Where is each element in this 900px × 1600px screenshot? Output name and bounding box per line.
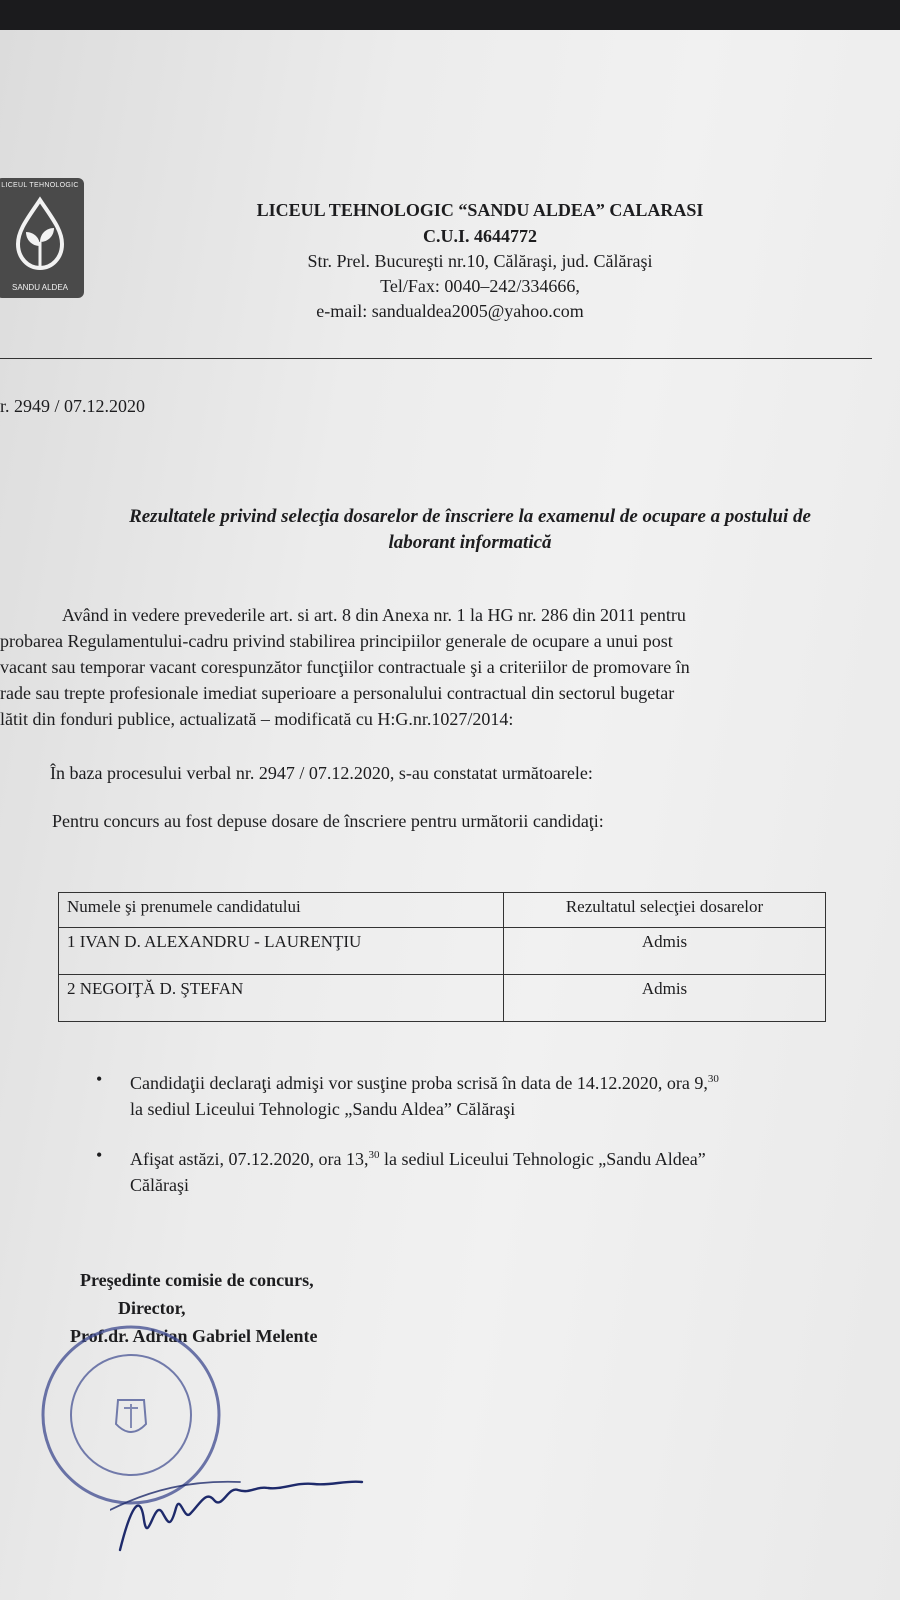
paragraph-line-4: rade sau trepte profesionale imediat superioare a personalului contractual din sectorul bugetar xyxy=(0,683,675,703)
signature-name: Prof.dr. Adrian Gabriel Melente xyxy=(70,1326,318,1346)
bullet-dot-icon: • xyxy=(96,1145,103,1165)
results-table xyxy=(58,892,826,1022)
title-line-2: laborant informatică xyxy=(388,532,552,553)
document-title xyxy=(60,504,880,556)
header-result: Rezultatul selecţiei dosarelor xyxy=(504,893,826,928)
paragraph-line-2: probarea Regulamentului-cadru privind stabilirea principiilor generale de ocupare a unui post xyxy=(0,631,673,651)
registration-number: r. 2949 / 07.12.2020 xyxy=(0,396,146,416)
cui: C.U.I. 4644772 xyxy=(422,226,537,246)
paragraph-line-1: Având in vedere prevederile art. si art. 8 din Anexa nr. 1 la HG nr. 286 din 2011 pentru xyxy=(62,605,686,625)
candidate-name: 2 NEGOIŢĂ D. ŞTEFAN xyxy=(59,975,504,1022)
logo-bottom-text: SANDU ALDEA xyxy=(11,283,69,292)
header-divider xyxy=(0,358,872,359)
selection-result: Admis xyxy=(504,928,826,975)
table-header-row xyxy=(59,893,826,928)
table-row xyxy=(59,928,826,975)
tel-fax: Tel/Fax: 0040–242/334666, xyxy=(380,276,580,296)
title-line-1: Rezultatele privind selecţia dosarelor de înscriere la examenul de ocupare a postului de xyxy=(129,506,811,527)
candidate-name: 1 IVAN D. ALEXANDRU - LAURENŢIU xyxy=(59,928,504,975)
header-candidate: Numele şi prenumele candidatului xyxy=(59,893,504,928)
document-page: LICEUL TEHNOLOGIC SANDU ALDEA LICEUL TEHNOLOGIC “SANDU ALDEA” CALARASI C.U.I. 4644772 Str. Prel. Bucureşti nr.10, Călăraşi, jud. Călăraşi Tel/Fax: 0040–242/334666, e-mail: sandualdea2005@yahoo.com r. 2949 / 07.12.2020 Rezultatele privind selecţia dosarelor de înscriere la examenul de ocupare a postului de laborant informatică Având in vedere prevederile art. si art. 8 din Anexa nr. 1 la HG nr. 286 din 2011 pentru probarea Regulamentului-cadru privind stabilirea principiilor generale de ocupare a unui post vacant sau temporar vacant corespunzător funcţiilor contractuale şi a criteriilor de promovare în rade sau trepte profesionale imediat superioare a personalului contractual din sectorul bugetar lătit din fonduri publice, actualizată – modificată cu H:G.nr.1027/2014: În baza procesului verbal nr. 2947 / 07.12.2020, s-au constatat următoarele: Pentru concurs au fost depuse dosare de înscriere pentru următorii candidaţi: Numele şi prenumele candidatului Rezultatul selecţiei dosarelor 1 IVAN D. ALEXANDRU - LAURENŢIU Admis 2 NEGOIŢĂ D. ŞTEFAN Admis • Candidaţii declaraţi admişi vor susţine proba scrisă în data de 14.12.2020, ora 9,30 la sediul Liceului Tehnologic „Sandu Aldea” Călăraşi • Afişat astăzi, 07.12.2020, ora 13,30 la sediul Liceului Tehnologic „Sandu Aldea” Călăraşi Preşedinte comisie de concurs, Director, Prof.dr. Adrian Gabriel Melente xyxy=(0,30,900,1600)
bullet-dot-icon: • xyxy=(96,1069,103,1089)
signature-title: Director, xyxy=(118,1298,186,1318)
basis-line: În baza procesului verbal nr. 2947 / 07.12.2020, s-au constatat următoarele: xyxy=(50,763,593,783)
paragraph-line-3: vacant sau temporar vacant corespunzător funcţiilor contractuale şi a criteriilor de promovare în xyxy=(0,657,690,677)
address: Str. Prel. Bucureşti nr.10, Călăraşi, jud. Călăraşi xyxy=(307,251,653,271)
paragraph-line-5: lătit din fonduri publice, actualizată – modificată cu H:G.nr.1027/2014: xyxy=(0,709,514,729)
table-row xyxy=(59,975,826,1022)
handwritten-signature-icon xyxy=(110,1450,370,1560)
school-name: LICEUL TEHNOLOGIC “SANDU ALDEA” CALARASI xyxy=(256,200,704,220)
logo-top-text: LICEUL TEHNOLOGIC xyxy=(1,182,79,189)
email: e-mail: sandualdea2005@yahoo.com xyxy=(316,301,584,321)
selection-result: Admis xyxy=(504,975,826,1022)
signature-role: Preşedinte comisie de concurs, xyxy=(80,1270,314,1290)
dossiers-line: Pentru concurs au fost depuse dosare de înscriere pentru următorii candidaţi: xyxy=(52,811,604,831)
